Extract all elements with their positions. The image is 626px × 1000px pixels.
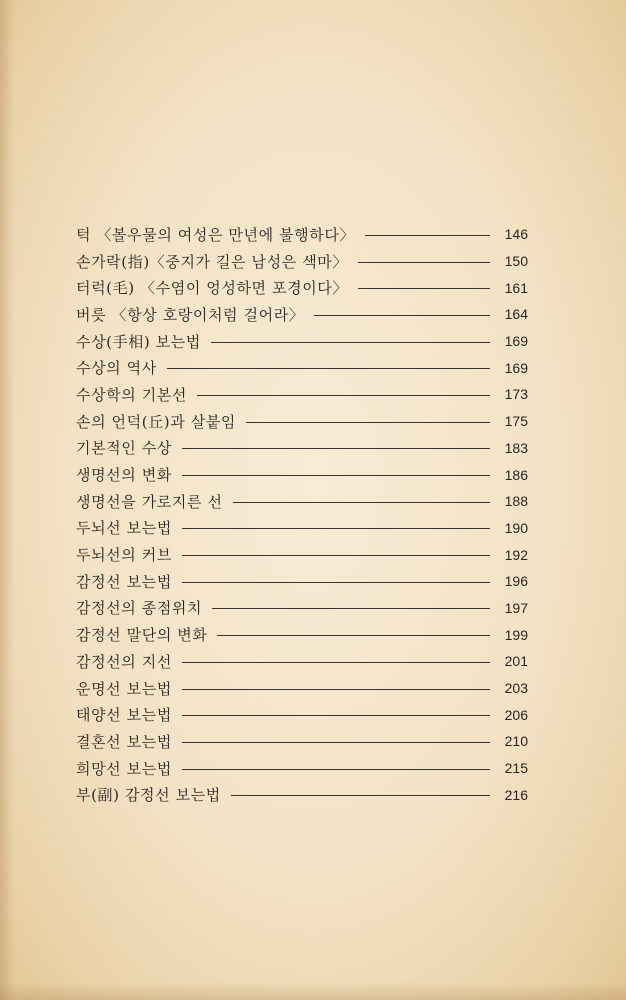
table-of-contents [76, 221, 528, 808]
toc-entry-page: 192 [504, 546, 528, 563]
toc-leader-line [358, 262, 490, 263]
toc-entry-title: 생명선을 가로지른 선 [76, 492, 223, 511]
toc-entry [76, 221, 528, 248]
toc-entry [76, 621, 528, 648]
toc-entry-page: 173 [504, 386, 528, 403]
toc-entry-title: 수상(手相) 보는법 [76, 332, 201, 351]
toc-entry-title: 손가락(指)〈중지가 길은 남성은 색마〉 [76, 252, 348, 271]
toc-entry [76, 515, 528, 542]
toc-entry-page: 175 [504, 413, 528, 430]
toc-entry [76, 461, 528, 488]
toc-leader-line [182, 689, 490, 690]
toc-leader-line [211, 342, 490, 343]
toc-entry-page: 201 [504, 653, 528, 670]
toc-entry-title: 감정선의 지선 [76, 652, 172, 671]
toc-entry-title: 손의 언덕(丘)과 살붙임 [76, 412, 236, 431]
toc-entry [76, 541, 528, 568]
toc-leader-line [182, 715, 490, 716]
toc-leader-line [233, 502, 490, 503]
toc-entry-title: 수상의 역사 [76, 359, 157, 378]
toc-entry-title: 생명선의 변화 [76, 466, 172, 485]
toc-entry-page: 206 [504, 706, 528, 723]
toc-entry [76, 675, 528, 702]
toc-entry [76, 648, 528, 675]
toc-entry-title: 두뇌선의 커브 [76, 546, 172, 565]
page-shadow-left [0, 0, 14, 1000]
toc-leader-line [182, 769, 490, 770]
toc-entry-title: 턱 〈볼우물의 여성은 만년에 불행하다〉 [76, 225, 356, 244]
toc-entry-page: 196 [504, 573, 528, 590]
toc-entry-page: 169 [504, 333, 528, 350]
toc-entry-title: 감정선의 종점위치 [76, 599, 203, 618]
toc-entry [76, 248, 528, 275]
toc-entry-title: 감정선 보는법 [76, 572, 172, 591]
toc-leader-line [217, 635, 490, 636]
toc-entry-title: 두뇌선 보는법 [76, 519, 172, 538]
toc-entry [76, 381, 528, 408]
toc-entry-page: 150 [504, 253, 528, 270]
toc-entry-page: 161 [504, 279, 528, 296]
toc-leader-line [182, 528, 490, 529]
toc-entry [76, 568, 528, 595]
toc-entry-title: 부(副) 감정선 보는법 [76, 786, 221, 805]
toc-entry-title: 버릇 〈항상 호랑이처럼 걸어라〉 [76, 305, 305, 324]
toc-entry-page: 216 [504, 786, 528, 803]
toc-entry-page: 210 [504, 733, 528, 750]
toc-leader-line [182, 448, 490, 449]
toc-entry-page: 215 [504, 760, 528, 777]
toc-entry [76, 408, 528, 435]
toc-entry-page: 164 [504, 306, 528, 323]
toc-leader-line [167, 368, 490, 369]
toc-entry [76, 274, 528, 301]
page-shadow-bottom [0, 982, 626, 1000]
toc-entry [76, 328, 528, 355]
toc-leader-line [246, 422, 490, 423]
toc-entry [76, 301, 528, 328]
toc-entry [76, 595, 528, 622]
toc-entry-title: 결혼선 보는법 [76, 732, 172, 751]
toc-leader-line [182, 555, 490, 556]
toc-entry-page: 188 [504, 493, 528, 510]
toc-entry [76, 755, 528, 782]
toc-entry-page: 169 [504, 359, 528, 376]
toc-leader-line [182, 742, 490, 743]
toc-leader-line [212, 608, 490, 609]
toc-entry-title: 터럭(毛) 〈수염이 엉성하면 포경이다〉 [76, 279, 348, 298]
toc-leader-line [314, 315, 490, 316]
toc-leader-line [182, 662, 490, 663]
toc-entry-title: 운명선 보는법 [76, 679, 172, 698]
toc-leader-line [182, 582, 490, 583]
toc-leader-line [365, 235, 490, 236]
toc-entry-title: 희망선 보는법 [76, 759, 172, 778]
toc-entry [76, 728, 528, 755]
toc-entry-page: 183 [504, 439, 528, 456]
toc-entry [76, 488, 528, 515]
toc-entry-page: 197 [504, 599, 528, 616]
toc-entry-page: 186 [504, 466, 528, 483]
toc-entry-page: 146 [504, 226, 528, 243]
toc-leader-line [182, 475, 490, 476]
toc-entry-page: 203 [504, 680, 528, 697]
toc-entry-page: 199 [504, 626, 528, 643]
toc-entry [76, 701, 528, 728]
toc-entry-title: 기본적인 수상 [76, 439, 172, 458]
toc-leader-line [231, 795, 490, 796]
toc-entry [76, 435, 528, 462]
toc-entry [76, 781, 528, 808]
toc-leader-line [197, 395, 490, 396]
toc-entry-title: 감정선 말단의 변화 [76, 626, 208, 645]
toc-entry [76, 354, 528, 381]
toc-entry-title: 수상학의 기본선 [76, 385, 187, 404]
toc-entry-page: 190 [504, 519, 528, 536]
toc-leader-line [358, 288, 490, 289]
toc-entry-title: 태양선 보는법 [76, 706, 172, 725]
